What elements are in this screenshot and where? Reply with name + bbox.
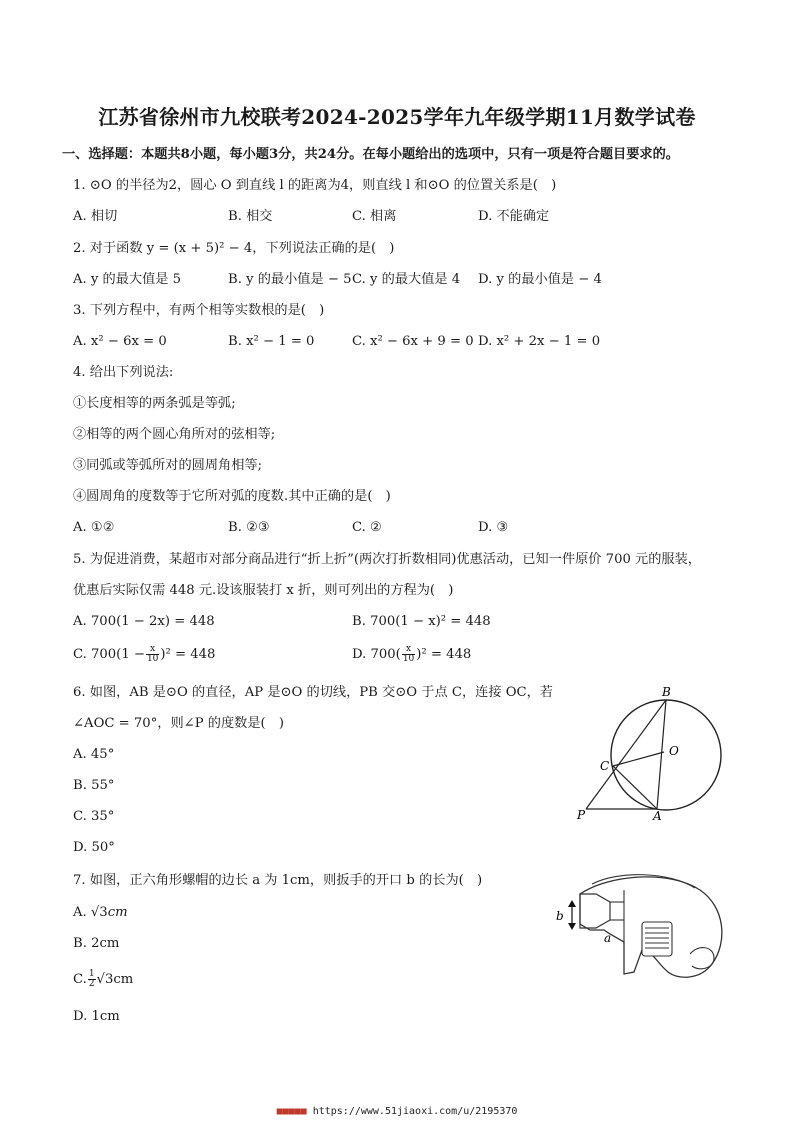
adjust-screw (642, 922, 672, 956)
q1-option-b: B. 相交 (228, 209, 273, 224)
q7-option-c (73, 970, 133, 989)
hex-nut (580, 894, 610, 928)
q1-option-d: D. 不能确定 (478, 209, 550, 224)
label-b: B (662, 685, 671, 699)
q2-option-d: D. y 的最小值是 − 4 (478, 272, 602, 287)
arrow-up-icon (568, 900, 576, 907)
q4-statement-1: ①长度相等的两条弧是等弧; (73, 396, 236, 411)
q5-option-c-prefix: C. 700(1 − (73, 647, 145, 662)
label-c: C (600, 759, 610, 773)
q4-statement-4: ④圆周角的度数等于它所对弧的度数.其中正确的是( ) (73, 489, 391, 504)
fraction-denominator: 10 (146, 654, 159, 664)
q5-option-c (73, 645, 215, 664)
label-p: P (577, 808, 586, 822)
label-b: b (556, 909, 564, 923)
question-3-stem: 3. 下列方程中，有两个相等实数根的是( ) (73, 303, 325, 318)
circle-tangent-figure (572, 682, 732, 822)
fraction-numerator: x (146, 645, 159, 655)
q4-statement-2: ②相等的两个圆心角所对的弦相等; (73, 427, 276, 442)
q6-option-d: D. 50° (73, 840, 115, 855)
fraction-numerator: x (402, 645, 415, 655)
question-7-stem: 7. 如图，正六角形螺帽的边长 a 为 1cm，则扳手的开口 b 的长为( ) (73, 873, 483, 888)
q5-option-c-suffix: )² = 448 (160, 647, 216, 662)
q7-option-c-prefix: C. (73, 972, 87, 987)
q4-option-d: D. ③ (478, 520, 509, 535)
question-5-stem-line2: 优惠后实际仅需 448 元.设该服装打 x 折，则可列出的方程为( ) (73, 583, 454, 598)
fraction-denominator: 2 (88, 979, 95, 989)
q7-option-a (73, 904, 128, 922)
circle-o (611, 700, 721, 810)
question-1-stem: 1. ⊙O 的半径为2，圆心 O 到直线 l 的距离为4，则直线 l 和⊙O 的位置关系是( ) (73, 178, 557, 193)
q7-option-c-suffix: √3cm (96, 972, 134, 987)
question-5-stem-line1: 5. 为促进消费，某超市对部分商品进行“折上折”(两次打折数相同)优惠活动，已知一件原价 700 元的服装， (73, 552, 701, 567)
q7-option-a-unit: cm (107, 905, 128, 920)
label-a: a (604, 931, 612, 945)
label-o: O (669, 744, 679, 758)
q2-option-a: A. y 的最大值是 5 (73, 272, 182, 287)
footer-watermark (0, 1106, 794, 1117)
q3-option-a: A. x² − 6x = 0 (73, 334, 167, 349)
section-heading: 一、选择题：本题共8小题，每小题3分，共24分。在每小题给出的选项中，只有一项是符合题目要求的。 (62, 147, 679, 162)
page-title: 江苏省徐州市九校联考2024-2025学年九年级学期11月数学试卷 (98, 105, 696, 129)
q5-option-b: B. 700(1 − x)² = 448 (352, 614, 491, 629)
q1-option-c: C. 相离 (352, 209, 397, 224)
footer-tag: ■■■■■ (276, 1106, 307, 1117)
fraction-numerator: 1 (88, 969, 95, 979)
fraction-denominator: 10 (402, 654, 415, 664)
q2-option-b: B. y 的最小值是 − 5 (228, 272, 352, 287)
q3-option-d: D. x² + 2x − 1 = 0 (478, 334, 601, 349)
question-6-stem-line2: ∠AOC = 70°，则∠P 的度数是( ) (73, 716, 284, 731)
q7-option-b: B. 2cm (73, 936, 120, 951)
question-6-stem-line1: 6. 如图，AB 是⊙O 的直径，AP 是⊙O 的切线，PB 交⊙O 于点 C，连接 OC，若 (73, 685, 553, 700)
q4-option-b: B. ②③ (228, 520, 270, 535)
q6-option-a: A. 45° (73, 747, 115, 762)
wrench-figure (550, 872, 732, 984)
q6-option-c: C. 35° (73, 809, 115, 824)
q5-option-d (352, 645, 471, 664)
q5-option-a: A. 700(1 − 2x) = 448 (73, 614, 215, 629)
q1-option-a: A. 相切 (73, 209, 118, 224)
q5-option-c-fraction (146, 645, 159, 664)
q4-option-c: C. ② (352, 520, 382, 535)
q7-option-a-prefix: A. √3 (73, 905, 108, 920)
q7-option-c-fraction (88, 970, 96, 989)
q3-option-c: C. x² − 6x + 9 = 0 (352, 334, 474, 349)
diameter-ab (657, 700, 666, 809)
question-2-stem: 2. 对于函数 y = (x + 5)² − 4，下列说法正确的是( ) (73, 241, 395, 256)
label-a: A (653, 809, 662, 822)
q5-option-d-prefix: D. 700( (352, 647, 401, 662)
footer-url[interactable]: https://www.51jiaoxi.com/u/2195370 (312, 1106, 518, 1117)
q7-option-d: D. 1cm (73, 1009, 120, 1024)
q3-option-b: B. x² − 1 = 0 (228, 334, 315, 349)
segment-ca (613, 766, 657, 809)
q5-option-d-fraction (402, 645, 415, 664)
q2-option-c: C. y 的最大值是 4 (352, 272, 461, 287)
handle-hole (690, 948, 714, 969)
q5-option-d-suffix: )² = 448 (416, 647, 472, 662)
q4-statement-3: ③同弧或等弧所对的圆周角相等; (73, 458, 263, 473)
question-4-stem: 4. 给出下列说法: (73, 365, 174, 380)
segment-oc (613, 752, 664, 766)
arrow-down-icon (568, 923, 576, 930)
q4-option-a: A. ①② (73, 520, 115, 535)
q6-option-b: B. 55° (73, 778, 115, 793)
